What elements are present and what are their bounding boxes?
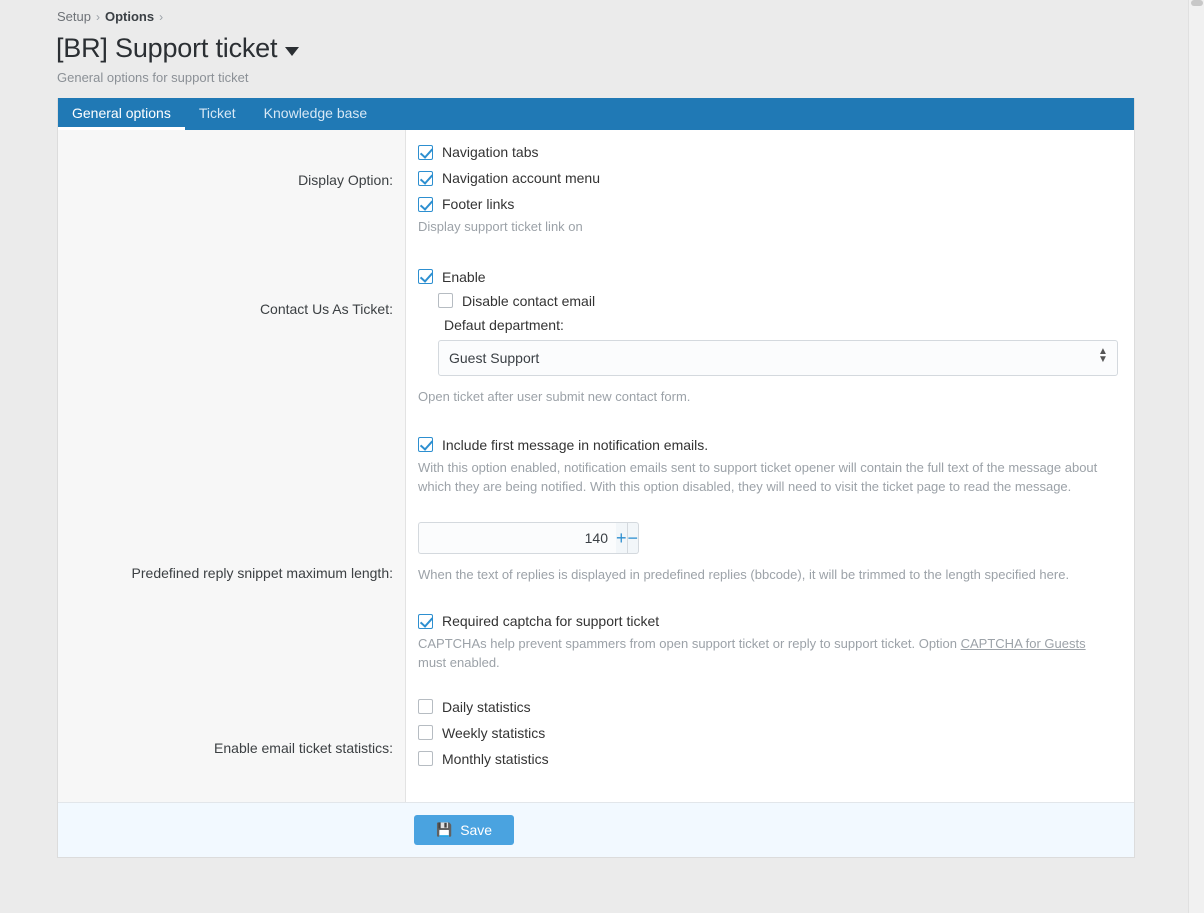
page-title-text: [BR] Support ticket	[56, 33, 278, 63]
chevron-down-icon[interactable]	[285, 47, 299, 56]
form-footer	[58, 802, 1134, 857]
field-column	[406, 130, 1134, 802]
checkbox-box-footer-links[interactable]	[418, 197, 433, 212]
label-email-statistics: Enable email ticket statistics:	[214, 740, 393, 756]
checkbox-box-daily-statistics[interactable]	[418, 699, 433, 714]
snippet-length-increment-button[interactable]: +	[616, 522, 628, 554]
hint-captcha	[418, 635, 1110, 673]
email-statistics-group	[418, 699, 1118, 767]
snippet-length-stepper[interactable]	[418, 522, 639, 554]
captcha-for-guests-link[interactable]: CAPTCHA for Guests	[960, 636, 1086, 652]
tab-ticket[interactable]: Ticket	[198, 104, 236, 121]
label-contact-us-as-ticket: Contact Us As Ticket:	[259, 301, 393, 317]
label-column	[58, 130, 406, 802]
footer-spacer	[58, 815, 414, 845]
label-display-option: Display Option:	[298, 172, 393, 188]
hint-include-first-message: With this option enabled, notification emails sent to support ticket opener will contain the full text of the message about which they are being notified. With this option disabled, they will need to visit the ticket page to read the message.	[418, 459, 1098, 494]
checkbox-box-required-captcha[interactable]	[418, 614, 433, 629]
label-default-department: Defaut department:	[444, 316, 564, 333]
checkbox-box-include-first-message[interactable]	[418, 437, 433, 452]
checkbox-box-monthly-statistics[interactable]	[418, 751, 433, 766]
save-icon: 💾	[436, 822, 453, 837]
save-button-label: Save	[460, 822, 493, 838]
display-option-group	[418, 144, 1118, 237]
tab-bar	[58, 98, 1134, 130]
contact-us-as-ticket-group	[418, 269, 1118, 497]
options-panel	[57, 98, 1135, 858]
select-arrows-icon: ▲ ▼	[1098, 345, 1108, 365]
checkbox-label-disable-contact-email: Disable contact email	[462, 292, 596, 309]
checkbox-box-enable-contact-ticket[interactable]	[418, 269, 433, 284]
hint-snippet-length: When the text of replies is displayed in predefined replies (bbcode), it will be trimmed to the length specified here.	[418, 567, 1070, 583]
breadcrumb-separator-2: ›	[159, 9, 164, 24]
checkbox-box-navigation-tabs[interactable]	[418, 145, 433, 160]
hint-captcha-after: must enabled.	[418, 655, 500, 671]
snippet-length-group	[418, 522, 1118, 585]
tab-knowledge-base[interactable]: Knowledge base	[263, 104, 368, 121]
options-form	[58, 130, 1134, 802]
checkbox-label-enable-contact-ticket: Enable	[442, 268, 486, 285]
label-snippet-length: Predefined reply snippet maximum length:	[131, 565, 393, 581]
page-title	[56, 33, 299, 64]
breadcrumb-separator-1: ›	[95, 9, 100, 24]
checkbox-footer-links[interactable]	[418, 196, 1118, 212]
default-department-select-wrap	[418, 340, 1118, 376]
breadcrumb	[57, 9, 163, 24]
hint-display-option: Display support ticket link on	[418, 219, 583, 234]
checkbox-navigation-account-menu[interactable]	[418, 170, 1118, 186]
snippet-length-decrement-button[interactable]: −	[628, 522, 640, 554]
hint-contact-us-as-ticket: Open ticket after user submit new contact form.	[418, 388, 691, 404]
checkbox-label-weekly-statistics: Weekly statistics	[442, 724, 546, 741]
checkbox-box-navigation-account-menu[interactable]	[418, 171, 433, 186]
checkbox-required-captcha[interactable]	[418, 613, 1118, 629]
checkbox-label-footer-links: Footer links	[442, 196, 515, 212]
checkbox-label-required-captcha: Required captcha for support ticket	[442, 613, 660, 630]
page-scrollbar-thumb[interactable]	[1191, 0, 1203, 6]
snippet-length-input[interactable]	[418, 522, 616, 554]
checkbox-monthly-statistics[interactable]	[418, 751, 1118, 767]
checkbox-daily-statistics[interactable]	[418, 699, 1118, 715]
checkbox-box-weekly-statistics[interactable]	[418, 725, 433, 740]
tab-general-options[interactable]: General options	[58, 98, 185, 130]
checkbox-box-disable-contact-email[interactable]	[438, 293, 453, 308]
checkbox-enable-contact-ticket[interactable]	[418, 269, 1118, 285]
breadcrumb-options[interactable]: Options	[104, 9, 155, 24]
checkbox-navigation-tabs[interactable]	[418, 144, 1118, 160]
hint-captcha-before: CAPTCHAs help prevent spammers from open support ticket or reply to support ticket. Option	[418, 636, 961, 652]
checkbox-weekly-statistics[interactable]	[418, 725, 1118, 741]
checkbox-include-first-message[interactable]	[418, 437, 1118, 453]
default-department-select[interactable]	[438, 340, 1118, 376]
page-scrollbar[interactable]	[1188, 0, 1204, 913]
page-subtitle: General options for support ticket	[57, 70, 249, 85]
checkbox-label-navigation-account-menu: Navigation account menu	[442, 170, 600, 186]
checkbox-label-navigation-tabs: Navigation tabs	[442, 144, 539, 160]
checkbox-label-daily-statistics: Daily statistics	[442, 698, 531, 715]
save-button[interactable]	[414, 815, 514, 845]
captcha-group	[418, 613, 1118, 673]
breadcrumb-setup[interactable]: Setup	[57, 9, 91, 24]
checkbox-disable-contact-email[interactable]	[438, 293, 1118, 309]
checkbox-label-monthly-statistics: Monthly statistics	[442, 750, 549, 767]
checkbox-label-include-first-message: Include first message in notification emails.	[442, 436, 709, 453]
